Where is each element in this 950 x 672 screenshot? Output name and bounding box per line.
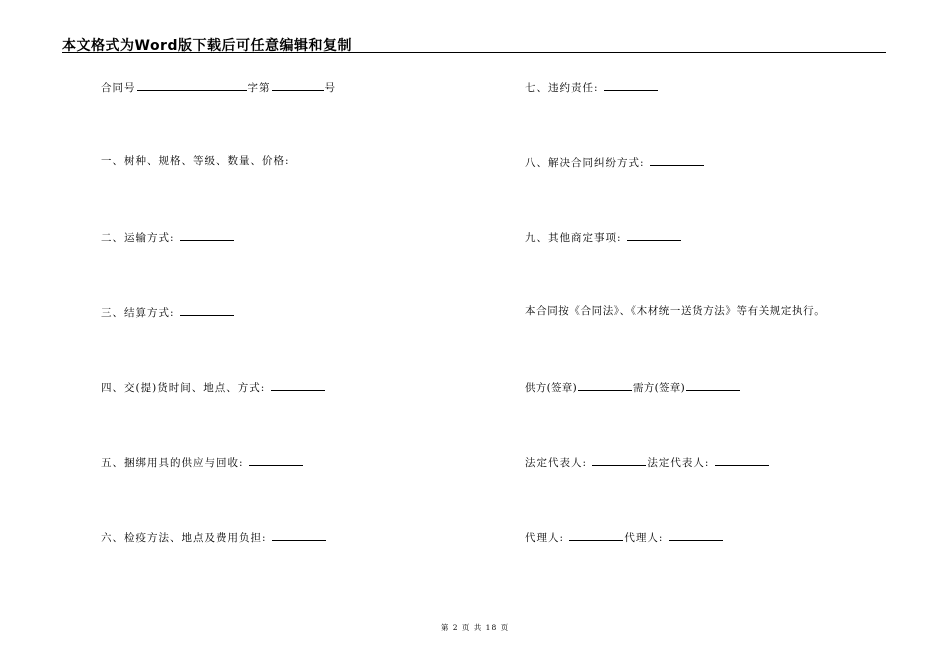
contract-number-blank-2[interactable] — [272, 79, 324, 91]
buyer-sign-blank[interactable] — [686, 379, 740, 391]
signature-line — [525, 379, 741, 395]
legal-rep-label-1: 法定代表人: — [525, 457, 588, 469]
clause-5 — [101, 454, 304, 470]
document-header-title: 本文格式为Word版下载后可任意编辑和复制 — [62, 38, 352, 54]
clause-4-blank[interactable] — [271, 379, 325, 391]
clause-5-label: 五、捆绑用具的供应与回收: — [101, 457, 244, 469]
legal-rep-blank-1[interactable] — [592, 454, 646, 466]
page-number: 第 2 页 共 18 页 — [440, 623, 510, 632]
legal-rep-blank-2[interactable] — [715, 454, 769, 466]
clause-8 — [525, 154, 705, 170]
clause-3 — [101, 304, 235, 320]
legal-rep-line — [525, 454, 770, 470]
clause-1 — [101, 154, 290, 168]
clause-7-blank[interactable] — [604, 79, 658, 91]
agent-blank-1[interactable] — [569, 529, 623, 541]
clause-9-label: 九、其他商定事项: — [525, 232, 622, 244]
clause-7 — [525, 79, 659, 95]
clause-3-blank[interactable] — [180, 304, 234, 316]
clause-2 — [101, 229, 235, 245]
agent-blank-2[interactable] — [669, 529, 723, 541]
clause-2-label: 二、运输方式: — [101, 232, 175, 244]
clause-9-blank[interactable] — [627, 229, 681, 241]
agent-label-2: 代理人: — [624, 532, 664, 544]
clause-4-label: 四、交(提)货时间、地点、方式: — [101, 382, 266, 394]
clause-8-label: 八、解决合同纠纷方式: — [525, 157, 645, 169]
clause-5-blank[interactable] — [249, 454, 303, 466]
agent-line — [525, 529, 724, 545]
agent-label-1: 代理人: — [525, 532, 565, 544]
supplier-sign-blank[interactable] — [578, 379, 632, 391]
clause-6-label: 六、检疫方法、地点及费用负担: — [101, 532, 267, 544]
clause-9 — [525, 229, 682, 245]
contract-number-line — [101, 79, 336, 95]
clause-8-blank[interactable] — [650, 154, 704, 166]
contract-number-mid: 字第 — [247, 82, 271, 94]
clause-2-blank[interactable] — [180, 229, 234, 241]
contract-number-blank-1[interactable] — [137, 79, 247, 91]
law-note — [525, 304, 825, 318]
clause-3-label: 三、结算方式: — [101, 307, 175, 319]
contract-number-suffix: 号 — [324, 82, 336, 94]
clause-6 — [101, 529, 327, 545]
clause-7-label: 七、违约责任: — [525, 82, 599, 94]
clause-6-blank[interactable] — [272, 529, 326, 541]
clause-4 — [101, 379, 326, 395]
buyer-sign-label: 需方(签章) — [633, 382, 685, 394]
header-divider — [62, 52, 886, 53]
clause-1-label: 一、树种、规格、等级、数量、价格: — [101, 155, 290, 167]
supplier-sign-label: 供方(签章) — [525, 382, 577, 394]
contract-number-prefix: 合同号 — [101, 82, 136, 94]
law-note-text: 本合同按《合同法》、《木材统一送货方法》等有关规定执行。 — [525, 305, 826, 317]
legal-rep-label-2: 法定代表人: — [647, 457, 710, 469]
